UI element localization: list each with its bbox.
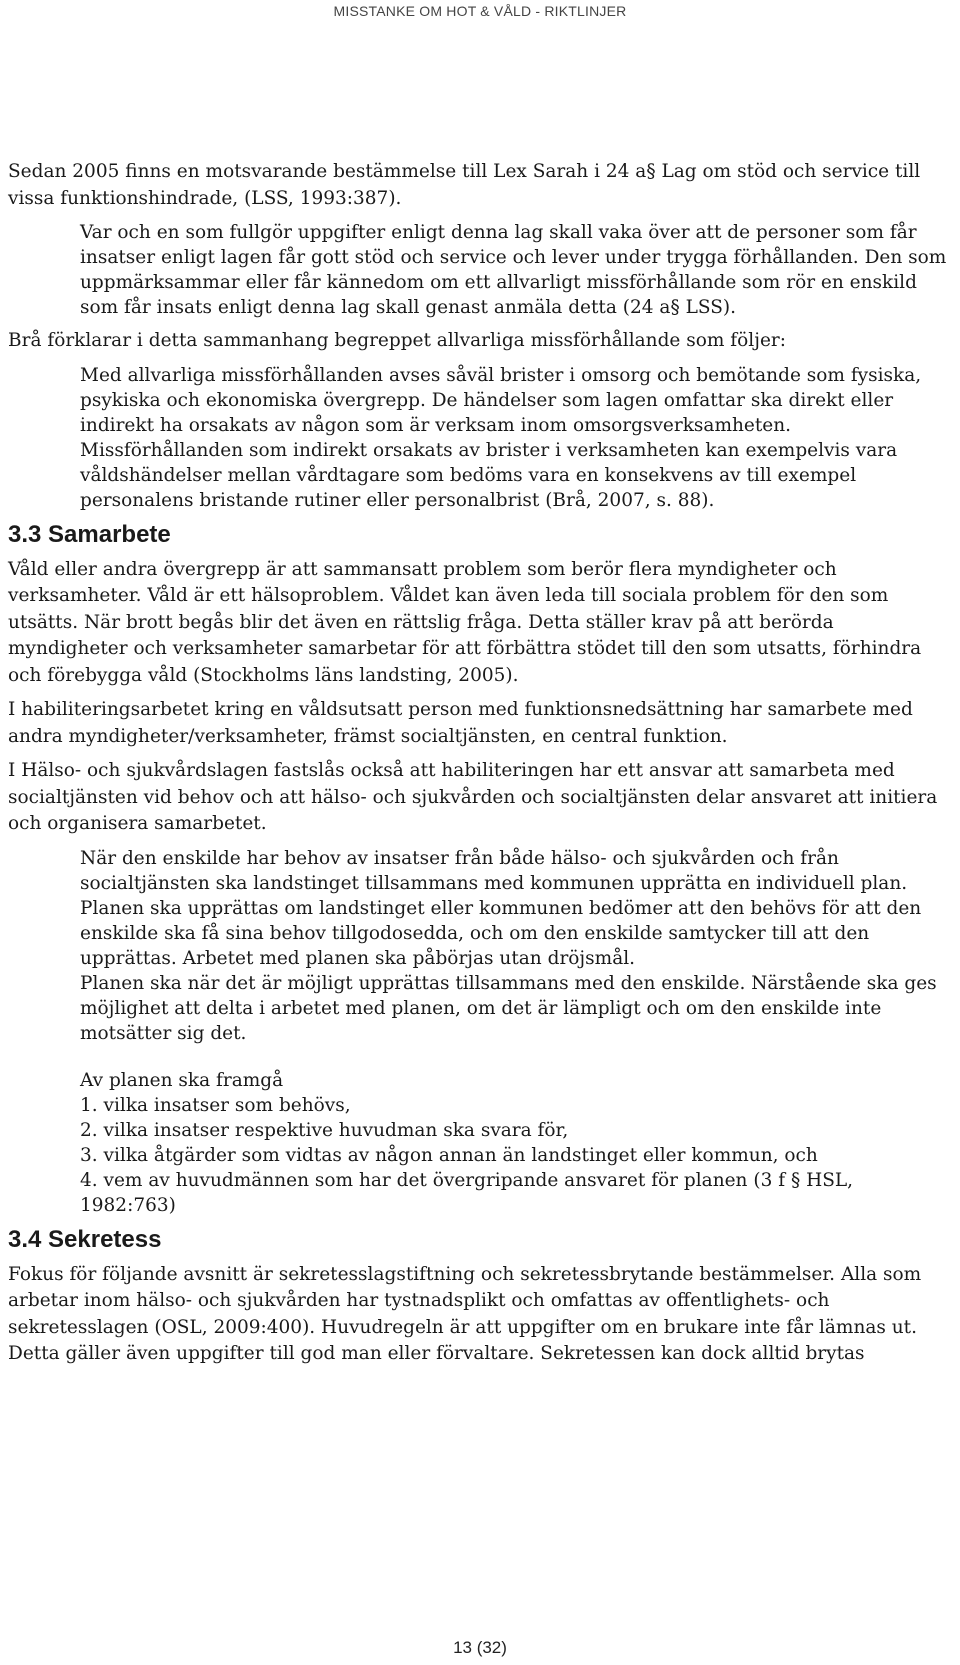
- plan-list-item: 2. vilka insatser respektive huvudman ska svara för,: [80, 1119, 569, 1141]
- plan-list-item: 1. vilka insatser som behövs,: [80, 1094, 351, 1116]
- plan-list: [80, 1093, 953, 1218]
- samarbete-paragraph-2: I habiliteringsarbetet kring en våldsutsatt person med funktionsnedsättning har samarbete med andra myndigheter/verksamheter, främst socialtjänsten, en central funktion.: [8, 699, 913, 747]
- page-number: 13 (32): [453, 1638, 507, 1657]
- bra-quote-text: Med allvarliga missförhållanden avses såväl brister i omsorg och bemötande som fysiska, psykiska och ekonomiska övergrepp. De händelser som lagen omfattar ska direkt eller indirekt ha orsakats av någon som är verksam inom omsorgsverksamheten. Missförhållanden som indirekt orsakats av brister i verksamheten kan exempelvis vara våldshändelser mellan vårdtagare som bedöms vara en konsekvens av till exempel personalens bristande rutiner eller personalbrist (Brå, 2007, s. 88).: [80, 364, 922, 511]
- plan-list-item: 3. vilka åtgärder som vidtas av någon annan än landstinget eller kommun, och: [80, 1144, 818, 1166]
- hsl-quote: [8, 846, 953, 1218]
- bra-paragraph: Brå förklarar i detta sammanhang begreppet allvarliga missförhållande som följer:: [8, 330, 786, 351]
- page-body: [8, 159, 953, 1376]
- samarbete-paragraph-3: I Hälso- och sjukvårdslagen fastslås också att habiliteringen har ett ansvar att samarbeta med socialtjänsten vid behov och att hälso- och sjukvården och socialtjänsten delar ansvaret att initiera och organisera samarbetet.: [8, 760, 938, 834]
- lss-paragraph: Sedan 2005 finns en motsvarande bestämmelse till Lex Sarah i 24 a§ Lag om stöd och service till vissa funktionshindrade, (LSS, 1993:387).: [8, 161, 921, 209]
- sekretess-paragraph-1: Fokus för följande avsnitt är sekretesslagstiftning och sekretessbrytande bestämmelser. Alla som arbetar inom hälso- och sjukvården har tystnadsplikt och omfattas av offentlighets- och sekretesslagen (OSL, 2009:400). Huvudregeln är att uppgifter om en brukare inte får lämnas ut. Detta gäller även uppgifter till god man eller förvaltare. Sekretessen kan dock alltid brytas: [8, 1263, 922, 1364]
- running-header: MISSTANKE OM HOT & VÅLD - RIKTLINJER: [333, 3, 627, 19]
- heading-samarbete: 3.3 Samarbete: [8, 520, 171, 548]
- plan-intro: Av planen ska framgå: [80, 1069, 284, 1091]
- bra-quote: [8, 363, 953, 513]
- hsl-quote-text-2: Planen ska när det är möjligt upprättas tillsammans med den enskilde. Närstående ska ges möjlighet att delta i arbetet med planen, om det är lämpligt och om den enskilde inte motsätter sig det.: [80, 972, 937, 1044]
- hsl-quote-text-1: När den enskilde har behov av insatser från både hälso- och sjukvården och från socialtjänsten ska landstinget tillsammans med kommunen upprätta en individuell plan. Planen ska upprättas om landstinget eller kommunen bedömer att den behövs för att den enskilde ska få sina behov tillgodosedda, och om den enskilde samtycker till att den upprättas. Arbetet med planen ska påbörjas utan dröjsmål.: [80, 847, 922, 969]
- heading-sekretess: 3.4 Sekretess: [8, 1225, 162, 1253]
- lss-quote-text: Var och en som fullgör uppgifter enligt denna lag skall vaka över att de personer som får insatser enligt lagen får gott stöd och service och lever under trygga förhållanden. Den som uppmärksammar eller får kännedom om ett allvarligt missförhållande som rör en enskild som får insats enligt denna lag skall genast anmäla detta (24 a§ LSS).: [80, 222, 947, 318]
- samarbete-paragraph-1: Våld eller andra övergrepp är att sammansatt problem som berör flera myndigheter och verksamheter. Våld är ett hälsoproblem. Våldet kan även leda till sociala problem för den som utsätts. När brott begås blir det även en rättslig fråga. Detta ställer krav på att berörda myndigheter och verksamheter samarbetar för att förbättra stödet till den som utsatts, förhindra och förebygga våld (Stockholms läns landsting, 2005).: [8, 558, 922, 686]
- plan-list-item: 4. vem av huvudmännen som har det övergripande ansvaret för planen (3 f § HSL, 1982:763): [80, 1169, 854, 1216]
- lss-quote: [8, 220, 953, 320]
